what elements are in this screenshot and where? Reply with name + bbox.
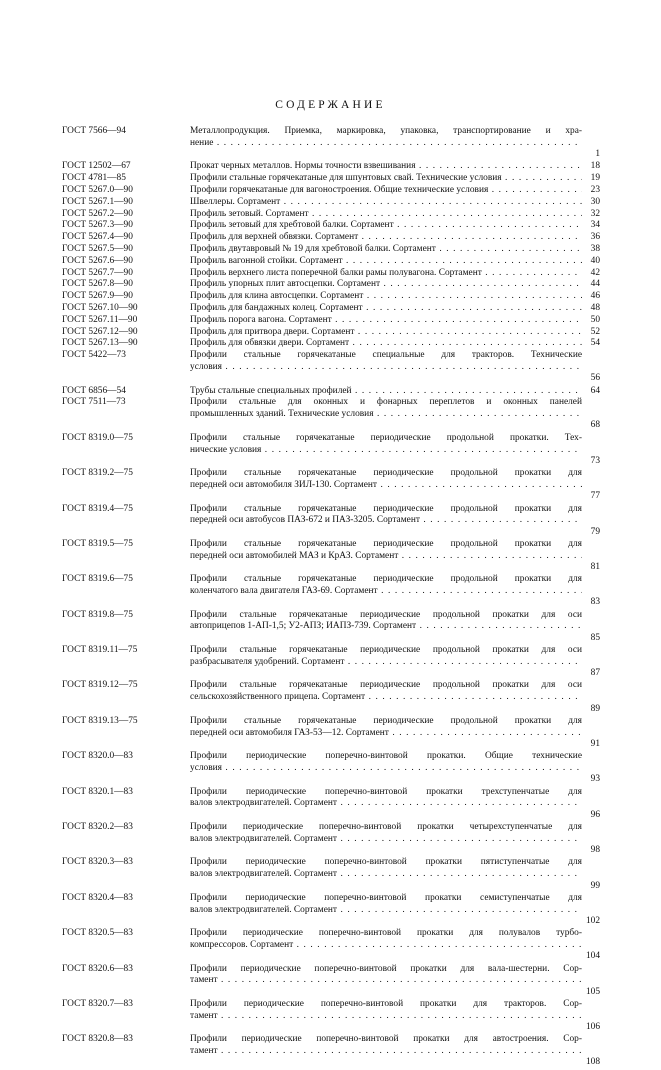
- toc-entry-title: [190, 161, 582, 173]
- toc-entry-spacer: [190, 846, 582, 858]
- toc-entry-page-number: 85: [590, 632, 600, 643]
- toc-entry-code: ГОСТ 8319.13—75: [62, 715, 138, 726]
- toc-entry-page-number: 89: [590, 703, 600, 714]
- toc-entry-spacer: [190, 150, 582, 162]
- toc-entry-code: ГОСТ 8319.2—75: [62, 468, 133, 479]
- toc-entry-spacer: [190, 704, 582, 716]
- toc-entry-title-line: Профили периодические поперечно-винтовой прокатки пятиступенчатые для: [190, 857, 582, 868]
- toc-entry-title-line: Профиль для бандажных колец. Сортамент . . .: [190, 303, 582, 315]
- toc-entry: [62, 397, 600, 432]
- toc-entry-title-line: Профиль вагонной стойки. Сортамент . . .: [190, 256, 582, 268]
- toc-entry-code: ГОСТ 8320.5—83: [62, 928, 133, 939]
- toc-entry-code: ГОСТ 5422—73: [62, 350, 126, 361]
- toc-entry-title: [190, 928, 582, 963]
- toc-entry-title: [190, 327, 582, 339]
- toc-entry-title-line: Профили горячекатаные для вагоностроения. Общие технические условия . . .: [190, 185, 582, 197]
- toc-entry-title-line: Профили стальные для оконных и фонарных переплетов и оконных панелей: [190, 397, 582, 408]
- toc-entry-title-line: Трубы стальные специальных профилей . . .: [190, 386, 582, 398]
- toc-entry-title-line: Профили стальные горячекатаные периодические продольной прокатки для: [190, 715, 582, 726]
- toc-entry-title: [190, 350, 582, 385]
- toc-entry-title-line: Профили стальные горячекатаные периодические продольной прокатки для оси: [190, 680, 582, 691]
- toc-entry-title: [190, 893, 582, 928]
- toc-entry-code: ГОСТ 8319.11—75: [62, 645, 138, 656]
- toc-entry-page-number: 99: [590, 880, 600, 891]
- toc-entry-title-line: тамент . . .: [190, 975, 582, 987]
- toc-entry-title-line: Прокат черных металлов. Нормы точности взвешивания . . .: [190, 161, 582, 173]
- toc-entry: [62, 315, 600, 327]
- toc-entry-page-number: 102: [585, 915, 600, 926]
- toc-entry-title-line: промышленных зданий. Технические условия . . .: [190, 409, 582, 421]
- toc-entry-title: [190, 504, 582, 539]
- toc-entry-title: [190, 315, 582, 327]
- toc-entry-code: ГОСТ 6856—54: [62, 385, 126, 396]
- toc-entry: [62, 350, 600, 385]
- toc-entry-page-number: 83: [590, 597, 600, 608]
- toc-entry: [62, 386, 600, 398]
- toc-entry: [62, 220, 600, 232]
- toc-entry: [62, 161, 600, 173]
- toc-entry-spacer: [190, 456, 582, 468]
- toc-entry-page-number: 105: [585, 986, 600, 997]
- toc-entry-title-line: тамент . . .: [190, 1046, 582, 1058]
- toc-entry-title: [190, 539, 582, 574]
- toc-entry-title-line: Профиль для верхней обвязки. Сортамент . . .: [190, 232, 582, 244]
- toc-entry-title: [190, 680, 582, 715]
- toc-entry-page-number: 30: [590, 196, 600, 207]
- toc-entry-title: [190, 232, 582, 244]
- toc-entry-title-line: нические условия . . .: [190, 445, 582, 457]
- toc-entry-page-number: 23: [590, 184, 600, 195]
- toc-entry: [62, 751, 600, 786]
- toc-entry-title: [190, 209, 582, 221]
- toc-entry-code: ГОСТ 8320.3—83: [62, 857, 133, 868]
- toc-entry-spacer: [190, 916, 582, 928]
- toc-entry: [62, 822, 600, 857]
- toc-entry-title: [190, 244, 582, 256]
- toc-entry-code: ГОСТ 8320.8—83: [62, 1034, 133, 1045]
- toc-entry-code: ГОСТ 8319.5—75: [62, 538, 133, 549]
- toc-entry: [62, 468, 600, 503]
- toc-entry-title-line: передней оси автобусов ПАЗ-672 и ПАЗ-3205. Сортамент . . .: [190, 515, 582, 527]
- toc-entry: [62, 209, 600, 221]
- toc-entry-page-number: 1: [595, 149, 600, 160]
- toc-entry-page-number: 87: [590, 668, 600, 679]
- toc-entry-title-line: компрессоров. Сортамент . . .: [190, 940, 582, 952]
- toc-entry: [62, 291, 600, 303]
- toc-entry: [62, 126, 600, 161]
- toc-entry-code: ГОСТ 5267.13—90: [62, 338, 138, 349]
- toc-entry-title: [190, 279, 582, 291]
- toc-entry: [62, 268, 600, 280]
- toc-entry-title: [190, 574, 582, 609]
- toc-entry-code: ГОСТ 5267.3—90: [62, 220, 133, 231]
- toc-entry-title: [190, 338, 582, 350]
- toc-entry-code: ГОСТ 5267.1—90: [62, 196, 133, 207]
- toc-entry-spacer: [190, 421, 582, 433]
- toc-entry-page-number: 79: [590, 526, 600, 537]
- toc-entry-code: ГОСТ 8319.6—75: [62, 574, 133, 585]
- toc-entry-page-number: 81: [590, 561, 600, 572]
- toc-entry-title-line: Профили периодические поперечно-винтовой прокатки для вала-шестерни. Сор-: [190, 963, 582, 974]
- table-of-contents: [62, 126, 600, 1070]
- toc-entry-page-number: 38: [590, 243, 600, 254]
- toc-entry: [62, 645, 600, 680]
- toc-entry-title-line: Профили стальные горячекатаные периодические продольной прокатки для: [190, 574, 582, 585]
- toc-entry-page-number: 18: [590, 161, 600, 172]
- toc-entry-code: ГОСТ 8320.4—83: [62, 892, 133, 903]
- toc-entry-title: [190, 291, 582, 303]
- toc-entry-title: [190, 822, 582, 857]
- toc-entry-page-number: 77: [590, 491, 600, 502]
- toc-entry-code: ГОСТ 5267.6—90: [62, 255, 133, 266]
- toc-entry-page-number: 42: [590, 267, 600, 278]
- toc-entry-code: ГОСТ 5267.10—90: [62, 302, 138, 313]
- toc-entry-page-number: 50: [590, 314, 600, 325]
- toc-entry-title-line: Профиль зетовый. Сортамент . . .: [190, 209, 582, 221]
- toc-entry: [62, 610, 600, 645]
- toc-entry-title: [190, 397, 582, 432]
- toc-entry-code: ГОСТ 5267.9—90: [62, 291, 133, 302]
- toc-entry-code: ГОСТ 4781—85: [62, 173, 126, 184]
- toc-entry-page-number: 96: [590, 809, 600, 820]
- toc-entry-title-line: Профиль зетовый для хребтовой балки. Сортамент . . .: [190, 220, 582, 232]
- toc-entry-title: [190, 433, 582, 468]
- toc-entry-title-line: передней оси автомобиля ГАЗ-53—12. Сортамент . . .: [190, 728, 582, 740]
- toc-entry-code: ГОСТ 5267.12—90: [62, 326, 138, 337]
- toc-entry-title-line: Профиль верхнего листа поперечной балки рамы полувагона. Сортамент . . .: [190, 268, 582, 280]
- toc-entry-title-line: разбрасывателя удобрений. Сортамент . . .: [190, 657, 582, 669]
- toc-entry-code: ГОСТ 8320.6—83: [62, 963, 133, 974]
- toc-entry-page-number: 54: [590, 338, 600, 349]
- toc-entry-code: ГОСТ 12502—67: [62, 161, 131, 172]
- toc-entry-title-line: валов электродвигателей. Сортамент . . .: [190, 798, 582, 810]
- toc-entry-title-line: передней оси автомобилей МАЗ и КрАЗ. Сортамент . . .: [190, 551, 582, 563]
- toc-entry-spacer: [190, 562, 582, 574]
- toc-entry: [62, 433, 600, 468]
- toc-entry-title: [190, 716, 582, 751]
- toc-entry-title-line: нение . . .: [190, 138, 582, 150]
- toc-entry-spacer: [190, 1023, 582, 1035]
- toc-entry-spacer: [190, 987, 582, 999]
- toc-entry-title-line: автоприцепов 1-АП-1,5; У2-АПЗ; ИАПЗ-739. Сортамент . . .: [190, 621, 582, 633]
- toc-entry-title-line: Профили периодические поперечно-винтовой прокатки четырехступенчатые для: [190, 822, 582, 833]
- toc-entry-page-number: 48: [590, 302, 600, 313]
- toc-entry-code: ГОСТ 5267.7—90: [62, 267, 133, 278]
- toc-entry-page-number: 36: [590, 232, 600, 243]
- toc-entry-code: ГОСТ 8320.7—83: [62, 998, 133, 1009]
- toc-entry-title: [190, 751, 582, 786]
- toc-entry-title-line: Профили периодические поперечно-винтовой прокатки для автостроения. Сор-: [190, 1034, 582, 1045]
- toc-entry-page-number: 64: [590, 385, 600, 396]
- toc-entry-title-line: коленчатого вала двигателя ГАЗ-69. Сортамент . . .: [190, 586, 582, 598]
- toc-entry-title-line: Профили периодические поперечно-винтовой прокатки семиступенчатые для: [190, 892, 582, 903]
- toc-entry-code: ГОСТ 8320.1—83: [62, 786, 133, 797]
- toc-entry-title-line: Профиль упорных плит автосцепки. Сортамент . . .: [190, 279, 582, 291]
- toc-entry-spacer: [190, 881, 582, 893]
- toc-entry-code: ГОСТ 8319.8—75: [62, 609, 133, 620]
- toc-entry-code: ГОСТ 8319.4—75: [62, 503, 133, 514]
- toc-entry-title-line: Профиль для клина автосцепки. Сортамент . . .: [190, 291, 582, 303]
- toc-entry-title-line: Швеллеры. Сортамент . . .: [190, 197, 582, 209]
- toc-entry-code: ГОСТ 8320.2—83: [62, 822, 133, 833]
- toc-entry: [62, 279, 600, 291]
- toc-entry-title: [190, 173, 582, 185]
- toc-entry-title: [190, 126, 582, 161]
- toc-entry-title-line: Профиль для обвязки двери. Сортамент . . .: [190, 338, 582, 350]
- toc-entry-code: ГОСТ 8320.0—83: [62, 751, 133, 762]
- toc-entry-title-line: валов электродвигателей. Сортамент . . .: [190, 834, 582, 846]
- toc-entry-title: [190, 185, 582, 197]
- toc-entry: [62, 1034, 600, 1069]
- toc-entry-spacer: [190, 633, 582, 645]
- toc-entry-title-line: условия . . .: [190, 763, 582, 775]
- toc-entry-title-line: Профили периодические поперечно-винтовой прокатки для тракторов. Сор-: [190, 998, 582, 1009]
- toc-entry-title: [190, 268, 582, 280]
- toc-entry: [62, 185, 600, 197]
- toc-entry: [62, 173, 600, 185]
- toc-entry-title: [190, 468, 582, 503]
- toc-entry-page-number: 108: [585, 1057, 600, 1068]
- toc-entry-title: [190, 857, 582, 892]
- toc-entry-page-number: 93: [590, 774, 600, 785]
- toc-entry-code: ГОСТ 5267.11—90: [62, 314, 138, 325]
- toc-entry: [62, 327, 600, 339]
- toc-entry-spacer: [190, 492, 582, 504]
- toc-entry-code: ГОСТ 8319.0—75: [62, 432, 133, 443]
- toc-entry-page-number: 106: [585, 1022, 600, 1033]
- toc-entry-title-line: Профили стальные горячекатаные периодические продольной прокатки для оси: [190, 609, 582, 620]
- toc-entry: [62, 857, 600, 892]
- toc-entry: [62, 716, 600, 751]
- toc-entry: [62, 999, 600, 1034]
- toc-entry-page-number: 52: [590, 326, 600, 337]
- toc-entry-spacer: [190, 952, 582, 964]
- toc-entry: [62, 787, 600, 822]
- toc-entry: [62, 338, 600, 350]
- toc-entry-spacer: [190, 669, 582, 681]
- toc-entry-title-line: Профили стальные горячекатаные периодические продольной прокатки для: [190, 503, 582, 514]
- toc-entry: [62, 244, 600, 256]
- toc-entry: [62, 504, 600, 539]
- toc-entry-page-number: 44: [590, 279, 600, 290]
- toc-entry-page-number: 56: [590, 373, 600, 384]
- toc-entry: [62, 574, 600, 609]
- toc-entry-code: ГОСТ 5267.0—90: [62, 184, 133, 195]
- toc-entry-title-line: тамент . . .: [190, 1011, 582, 1023]
- toc-entry-page-number: 91: [590, 738, 600, 749]
- toc-entry-spacer: [190, 598, 582, 610]
- toc-entry-code: ГОСТ 8319.12—75: [62, 680, 138, 691]
- toc-entry-title-line: Профили стальные горячекатаные специальные для тракторов. Технические: [190, 350, 582, 361]
- toc-entry-title-line: Профиль порога вагона. Сортамент . . .: [190, 315, 582, 327]
- toc-entry-page-number: 104: [585, 951, 600, 962]
- toc-entry-page-number: 34: [590, 220, 600, 231]
- toc-entry-code: ГОСТ 5267.5—90: [62, 243, 133, 254]
- toc-entry-page-number: 32: [590, 208, 600, 219]
- toc-entry-title-line: условия . . .: [190, 362, 582, 374]
- toc-entry-title-line: Профили стальные горячекатаные периодические продольной прокатки. Тех-: [190, 432, 582, 443]
- toc-entry-spacer: [190, 775, 582, 787]
- toc-entry-spacer: [190, 1058, 582, 1070]
- toc-entry-title-line: Профили стальные горячекатаные для шпунтовых свай. Технические условия . . .: [190, 173, 582, 185]
- toc-entry-title: [190, 964, 582, 999]
- toc-entry-page-number: 68: [590, 420, 600, 431]
- toc-entry: [62, 928, 600, 963]
- toc-entry-spacer: [190, 527, 582, 539]
- toc-entry-code: ГОСТ 5267.2—90: [62, 208, 133, 219]
- toc-entry-page-number: 73: [590, 455, 600, 466]
- toc-entry-title-line: Профили стальные горячекатаные периодические продольной прокатки для: [190, 468, 582, 479]
- toc-entry-title-line: сельскохозяйственного прицепа. Сортамент . . .: [190, 692, 582, 704]
- toc-entry-title: [190, 303, 582, 315]
- toc-entry-page-number: 98: [590, 845, 600, 856]
- toc-entry-title-line: Профили периодические поперечно-винтовой прокатки. Общие технические: [190, 751, 582, 762]
- page-title: СОДЕРЖАНИЕ: [275, 99, 386, 111]
- toc-entry-page-number: 46: [590, 291, 600, 302]
- toc-entry-title-line: валов электродвигателей. Сортамент . . .: [190, 905, 582, 917]
- toc-entry-title: [190, 220, 582, 232]
- toc-entry-spacer: [190, 810, 582, 822]
- toc-entry-title: [190, 386, 582, 398]
- toc-entry-title-line: Профиль для притвора двери. Сортамент . . .: [190, 327, 582, 339]
- toc-entry: [62, 893, 600, 928]
- toc-entry-title-line: Профили периодические поперечно-винтовой прокатки трехступенчатые для: [190, 786, 582, 797]
- toc-entry-title-line: Металлопродукция. Приемка, маркировка, упаковка, транспортирование и хра-: [190, 126, 582, 136]
- toc-entry-title-line: Профили стальные горячекатаные периодические продольной прокатки для: [190, 538, 582, 549]
- toc-entry: [62, 539, 600, 574]
- toc-entry-spacer: [190, 374, 582, 386]
- toc-entry-page-number: 19: [590, 173, 600, 184]
- toc-entry-title: [190, 610, 582, 645]
- toc-entry-title-line: Профиль двутавровый № 19 для хребтовой балки. Сортамент . . .: [190, 244, 582, 256]
- toc-entry-title: [190, 645, 582, 680]
- toc-entry: [62, 303, 600, 315]
- toc-entry-code: ГОСТ 5267.8—90: [62, 279, 133, 290]
- toc-entry-title: [190, 999, 582, 1034]
- toc-entry: [62, 680, 600, 715]
- toc-entry-code: ГОСТ 5267.4—90: [62, 232, 133, 243]
- toc-entry-code: ГОСТ 7566—94: [62, 126, 126, 136]
- toc-entry: [62, 232, 600, 244]
- toc-entry-title: [190, 256, 582, 268]
- toc-entry-title: [190, 787, 582, 822]
- toc-entry-title-line: валов электродвигателей. Сортамент . . .: [190, 869, 582, 881]
- toc-entry: [62, 964, 600, 999]
- toc-entry: [62, 197, 600, 209]
- toc-entry-title: [190, 197, 582, 209]
- toc-entry: [62, 256, 600, 268]
- toc-entry-title-line: Профили периодические поперечно-винтовой прокатки для полувалов турбо-: [190, 928, 582, 939]
- toc-entry-page-number: 40: [590, 255, 600, 266]
- toc-entry-title-line: Профили стальные горячекатаные периодические продольной прокатки для оси: [190, 645, 582, 656]
- toc-entry-code: ГОСТ 7511—73: [62, 397, 126, 408]
- toc-entry-title: [190, 1034, 582, 1069]
- toc-entry-spacer: [190, 739, 582, 751]
- toc-entry-title-line: передней оси автомобиля ЗИЛ-130. Сортамент . . .: [190, 480, 582, 492]
